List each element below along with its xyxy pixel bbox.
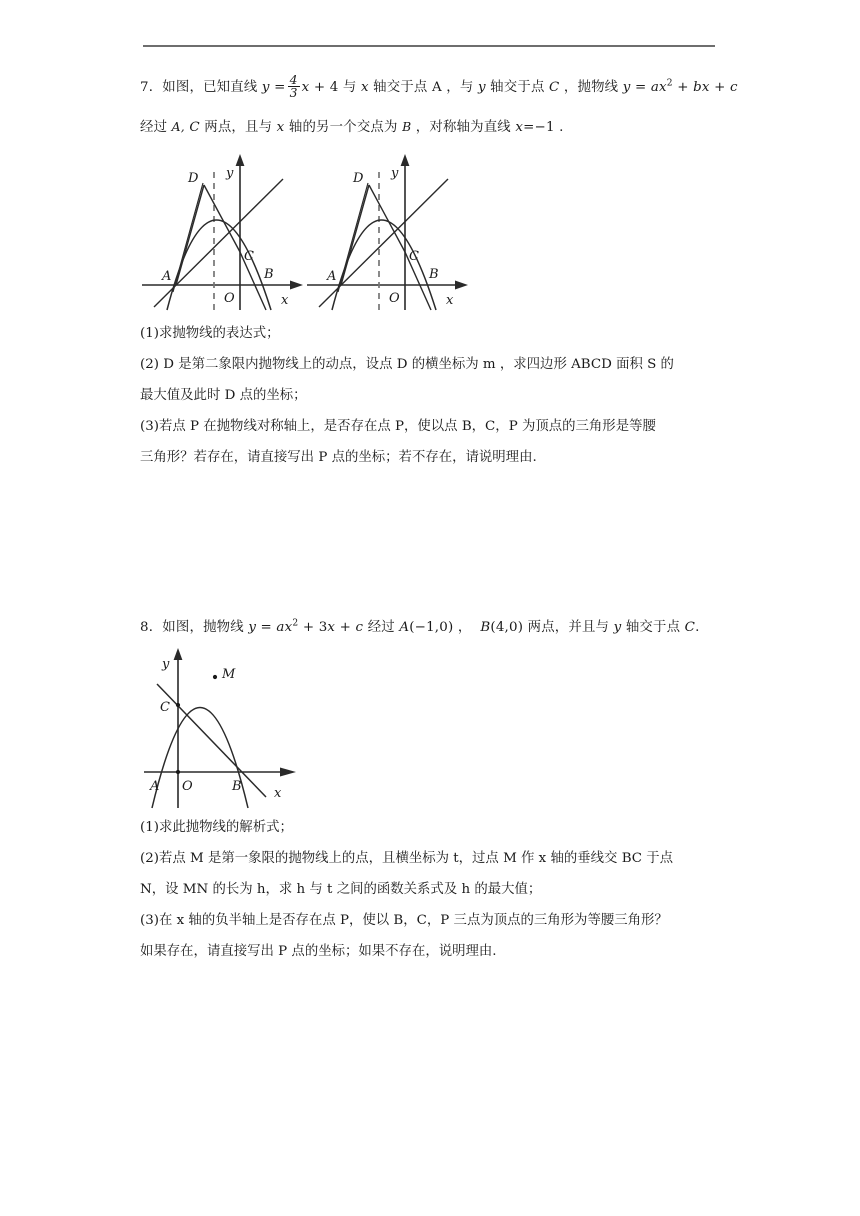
svg-text:x: x xyxy=(446,293,454,308)
problem-8-stem-line-1: 8．如图，抛物线 $y = ax^2 + 3x + c$ 经过 A(−1,0) ， B(4,0) 两点，并且与 y 轴交于点 C. xyxy=(140,618,700,635)
svg-text:C: C xyxy=(244,249,254,264)
fraction-denominator: 3 xyxy=(289,86,298,101)
problem-7-question-1: (1)求抛物线的表达式； xyxy=(140,326,280,341)
svg-text:A: A xyxy=(150,779,160,794)
svg-text:A: A xyxy=(162,269,172,284)
header-divider-rule xyxy=(143,45,715,47)
svg-text:y: y xyxy=(391,166,399,181)
problem-8-question-3-line-2: 如果存在，请直接写出 P 点的坐标；如果不存在，说明理由. xyxy=(140,944,497,959)
problem-8-question-1: (1)求此抛物线的解析式； xyxy=(140,820,293,835)
svg-text:M: M xyxy=(222,667,236,682)
fraction-numerator: 4 xyxy=(289,72,298,87)
problem-7-figure-right xyxy=(305,152,473,312)
svg-text:B: B xyxy=(429,267,439,282)
problem-7-question-2-line-1: (2) D 是第二象限内抛物线上的动点，设点 D 的横坐标为 m ，求四边形 ABCD 面积 S 的 xyxy=(140,357,674,372)
problem-7-stem-line-1: 7．如图，已知直线 y = $\frac{4}{3}$ x + 4 与 x 轴交于点 A ，与 y 轴交于点 C ，抛物线 $y = ax^2$ + bx + c xyxy=(140,72,738,101)
problem-8-figure xyxy=(138,645,328,810)
problem-7-question-3-line-1: (3)若点 P 在抛物线对称轴上，是否存在点 P，使以点 B，C，P 为顶点的三角形是等腰 xyxy=(140,419,656,434)
problem-7-question-2-line-2: 最大值及此时 D 点的坐标； xyxy=(140,388,307,403)
problem-7-question-3-line-2: 三角形？若存在，请直接写出 P 点的坐标；若不存在，请说明理由. xyxy=(140,450,537,465)
svg-text:C: C xyxy=(409,249,419,264)
svg-text:D: D xyxy=(188,171,199,186)
svg-text:O: O xyxy=(182,779,193,794)
problem-8-question-2-line-1: (2)若点 M 是第一象限的抛物线上的点，且横坐标为 t，过点 M 作 x 轴的垂线交 BC 于点 xyxy=(140,851,674,866)
svg-text:O: O xyxy=(389,291,400,306)
svg-text:B: B xyxy=(264,267,274,282)
svg-text:O: O xyxy=(224,291,235,306)
svg-text:x: x xyxy=(281,293,289,308)
svg-text:B: B xyxy=(232,779,242,794)
fraction-four-thirds xyxy=(288,74,300,100)
problem-7-figure-left xyxy=(140,152,308,312)
svg-text:x: x xyxy=(274,786,282,801)
svg-text:D: D xyxy=(353,171,364,186)
problem-8-number: 8．如图，抛物线 xyxy=(140,620,249,635)
svg-text:C: C xyxy=(160,700,170,715)
problem-7-number: 7．如图，已知直线 xyxy=(140,80,262,95)
svg-text:y: y xyxy=(226,166,234,181)
problem-8-questions xyxy=(140,812,740,967)
svg-text:A: A xyxy=(327,269,337,284)
problem-7-stem-line-2: 经过 A, C 两点，且与 x 轴的另一个交点为 B ，对称轴为直线 x=−1 . xyxy=(140,120,564,135)
svg-text:y: y xyxy=(162,657,170,672)
problem-8-question-2-line-2: N，设 MN 的长为 h，求 h 与 t 之间的函数关系式及 h 的最大值； xyxy=(140,882,542,897)
problem-7-questions xyxy=(140,318,740,473)
problem-8-question-3-line-1: (3)在 x 轴的负半轴上是否存在点 P，使以 B，C，P 三点为顶点的三角形为等腰三角形？ xyxy=(140,913,668,928)
